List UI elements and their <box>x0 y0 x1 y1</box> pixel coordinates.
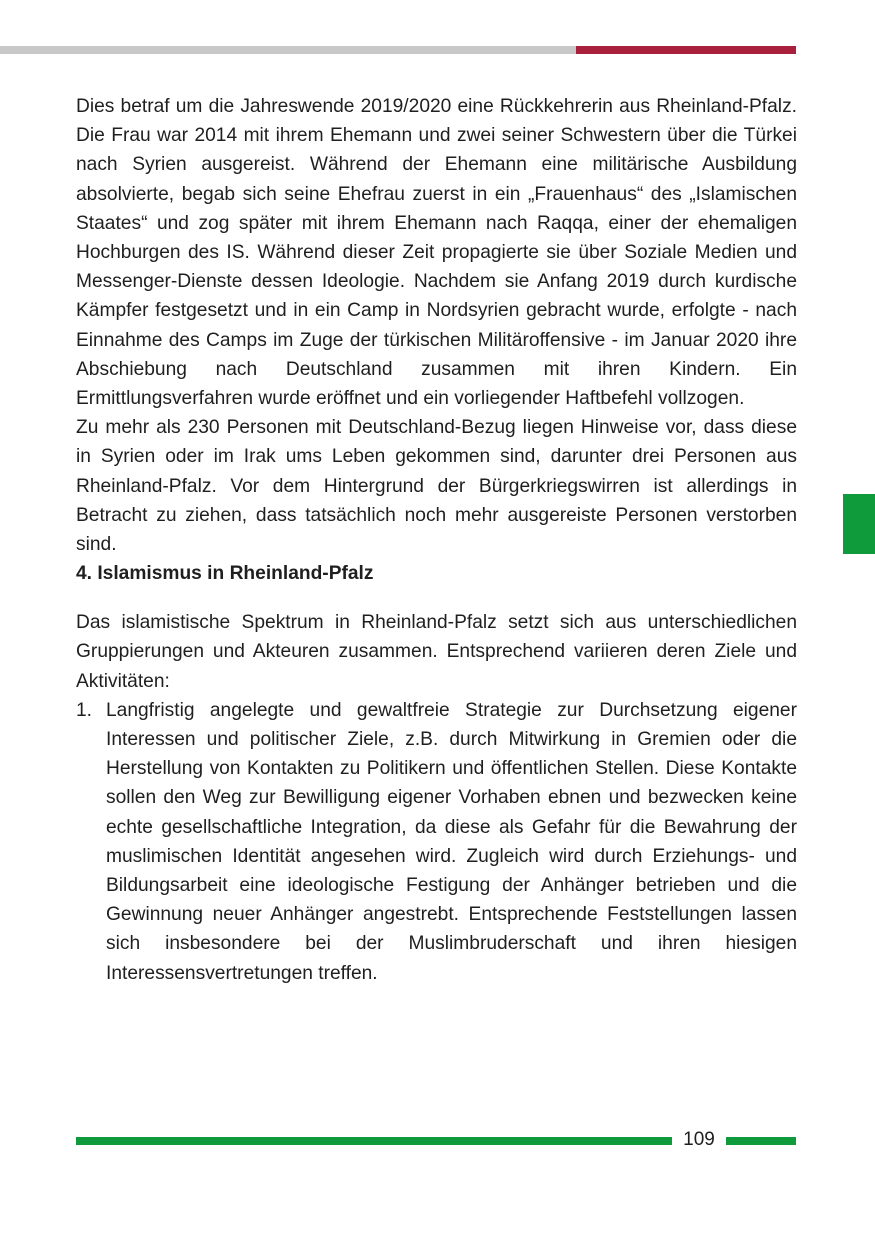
footer-rule-left <box>76 1137 672 1145</box>
paragraph-casualties: Zu mehr als 230 Personen mit Deutschland-Bezug liegen Hinweise vor, dass diese in Syrien oder im Irak ums Leben gekommen sind, darunter drei Personen aus Rheinland-Pfalz. Vor dem Hintergrund der Bürgerkriegswirren ist allerdings in Betracht zu ziehen, dass tatsächlich noch mehr ausgereiste Personen verstorben sind. <box>76 417 797 556</box>
chapter-side-tab <box>843 494 875 554</box>
page-number: 109 <box>683 1129 715 1150</box>
list-item <box>76 696 797 988</box>
section-intro: Das islamistische Spektrum in Rheinland-Pfalz setzt sich aus unterschiedlichen Gruppierungen und Akteuren zusammen. Entsprechend variieren deren Ziele und Aktivitäten: <box>76 612 797 692</box>
header-rule-accent <box>576 46 796 54</box>
header-rule-gray <box>0 46 576 54</box>
list-item-text: Langfristig angelegte und gewaltfreie Strategie zur Durchsetzung eigener Interessen und politischer Ziele, z.B. durch Mitwirkung in Gremien oder die Herstellung von Kontakten zu Politikern und öffentlichen Stellen. Diese Kontakte sollen den Weg zur Bewilligung eigener Vorhaben ebnen und bezwecken keine echte gesellschaftliche Integration, da diese als Gefahr für die Bewahrung der muslimischen Identität angesehen wird. Zugleich wird durch Erziehungs- und Bildungsarbeit eine ideologische Festigung der Anhänger betrieben und die Gewinnung neuer Anhänger angestrebt. Entsprechende Feststellungen lassen sich insbesondere bei der Muslimbruderschaft und ihren hiesigen Interessensvertretungen treffen. <box>106 699 797 984</box>
section-heading: 4. Islamismus in Rheinland-Pfalz <box>76 563 374 585</box>
list-item-number: 1. <box>76 699 93 721</box>
page-content <box>76 92 797 988</box>
footer-rule-right <box>726 1137 796 1145</box>
paragraph-returnee-case: Dies betraf um die Jahreswende 2019/2020 eine Rückkehrerin aus Rheinland-Pfalz. Die Frau war 2014 mit ihrem Ehemann und zwei seiner Schwestern über die Türkei nach Syrien ausgereist. Während der Ehemann eine militärische Ausbildung absolvierte, begab sich seine Ehefrau zuerst in ein „Frauenhaus“ des „Islamischen Staates“ und zog später mit ihrem Ehemann nach Raqqa, einer der ehemaligen Hochburgen des IS. Während dieser Zeit propagierte sie über Soziale Medien und Messenger-Dienste dessen Ideologie. Nachdem sie Anfang 2019 durch kurdische Kämpfer festgesetzt und in ein Camp in Nordsyrien gebracht wurde, erfolgte - nach Einnahme des Camps im Zuge der türkischen Militäroffensive - im Januar 2020 ihre Abschiebung nach Deutschland zusammen mit ihren Kindern. Ein Ermittlungsverfahren wurde eröffnet und ein vorliegender Haftbefehl vollzogen. <box>76 96 797 410</box>
